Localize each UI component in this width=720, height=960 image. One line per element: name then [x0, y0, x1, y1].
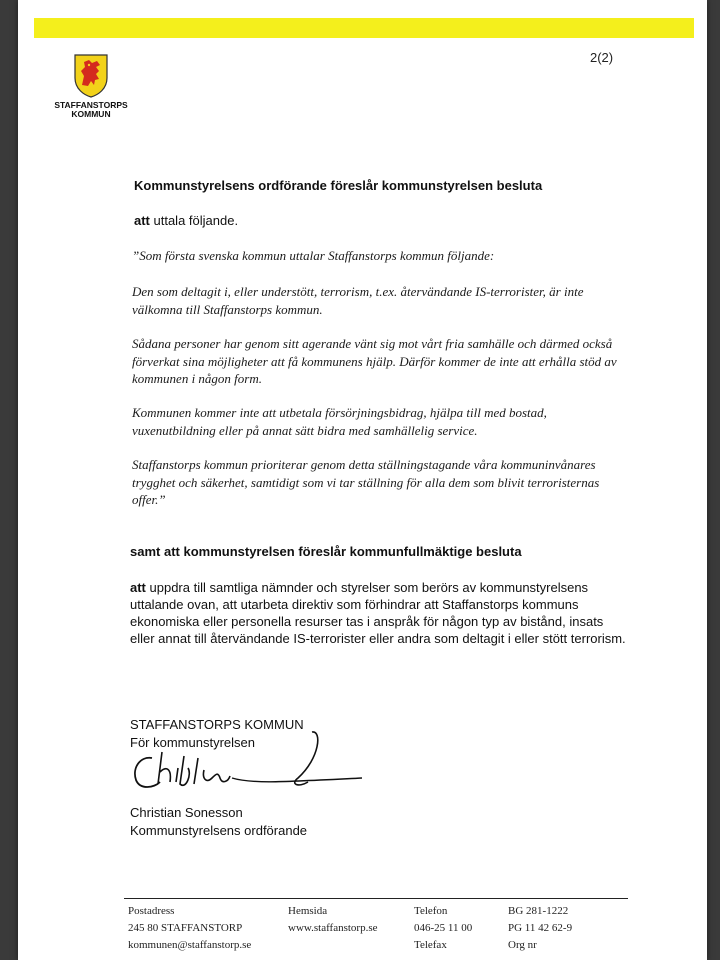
municipality-logo [46, 52, 136, 119]
org-name-line1: STAFFANSTORPS [54, 100, 128, 110]
section2-paragraph [130, 579, 630, 647]
yellow-header-bar [34, 18, 694, 38]
statement-paragraph-1: ”Som första svenska kommun uttalar Staffanstorps kommun följande: [132, 248, 495, 263]
section1-att-line [134, 212, 238, 229]
footer-divider [124, 898, 628, 899]
footer-col-bank [508, 903, 572, 954]
handwritten-signature [122, 728, 362, 798]
document-page [18, 0, 707, 960]
section2-heading: samt att kommunstyrelsen föreslår kommunfullmäktige besluta [130, 544, 522, 559]
page-number: 2(2) [590, 50, 614, 65]
statement-paragraph-2: Den som deltagit i, eller understött, terrorism, t.ex. återvändande IS-terrorister, är inte välkomna till Staffanstorps kommun. [132, 284, 584, 317]
footer-email: kommunen@staffanstorp.se [128, 939, 252, 951]
section1-heading: Kommunstyrelsens ordförande föreslår kommunstyrelsen besluta [134, 178, 543, 193]
footer-bankgiro: BG 281-1222 [508, 905, 569, 917]
att-word: att [134, 213, 150, 228]
att-text-2: uppdra till samtliga nämnder och styrelser som berörs av kommunstyrelsens uttalande ovan, att utarbeta direktiv som förhindrar att Staffanstorps kommuns ekonomiska eller personella resurser tas i anspråk för någon typ av bistånd, insats eller annat till återvändande IS-terrorister eller andra som deltagit i eller stött terrorism. [130, 580, 626, 646]
att-word-2: att [130, 580, 146, 595]
org-name-line2: KOMMUN [71, 109, 111, 119]
statement-paragraph-5: Staffanstorps kommun prioriterar genom detta ställningstagande våra kommuninvånares trygghet och säkerhet, samtidigt som vi tar ställning för alla dem som blivit terroristernas offer.” [132, 457, 600, 507]
footer-col-web [288, 903, 378, 937]
signatory-title: Kommunstyrelsens ordförande [130, 823, 308, 838]
footer-col-phone [414, 903, 472, 954]
staffanstorp-coat-of-arms-icon [72, 52, 110, 98]
footer-address-label: Postadress [128, 905, 175, 917]
footer-web-label: Hemsida [288, 905, 328, 917]
att-text: uttala följande. [149, 213, 239, 228]
footer-phone-number: 046-25 11 00 [414, 922, 473, 934]
statement-paragraph-4: Kommunen kommer inte att utbetala försörjningsbidrag, hjälpa till med bostad, vuxenutbildning eller på annat sätt bidra med samhällelig service. [132, 405, 547, 438]
signatory-name: Christian Sonesson [130, 805, 243, 820]
footer-org-nr-label: Org nr [508, 939, 537, 951]
signature-org: STAFFANSTORPS KOMMUN [130, 717, 304, 732]
statement-paragraph-3: Sådana personer har genom sitt agerande vänt sig mot vårt fria samhälle och därmed också förverkat sina möjligheter att få kommunens hjälp. Därför kommer de inte att erhålla stöd av kommunen i någon form. [132, 336, 617, 386]
footer-address-postal: 245 80 STAFFANSTORP [128, 922, 243, 934]
footer-web-url: www.staffanstorp.se [288, 922, 378, 934]
signature-for: För kommunstyrelsen [130, 735, 255, 750]
footer-phone-label: Telefon [414, 905, 448, 917]
footer-col-address [128, 903, 251, 954]
footer-plusgiro: PG 11 42 62-9 [508, 922, 573, 934]
footer-fax-label: Telefax [414, 939, 447, 951]
